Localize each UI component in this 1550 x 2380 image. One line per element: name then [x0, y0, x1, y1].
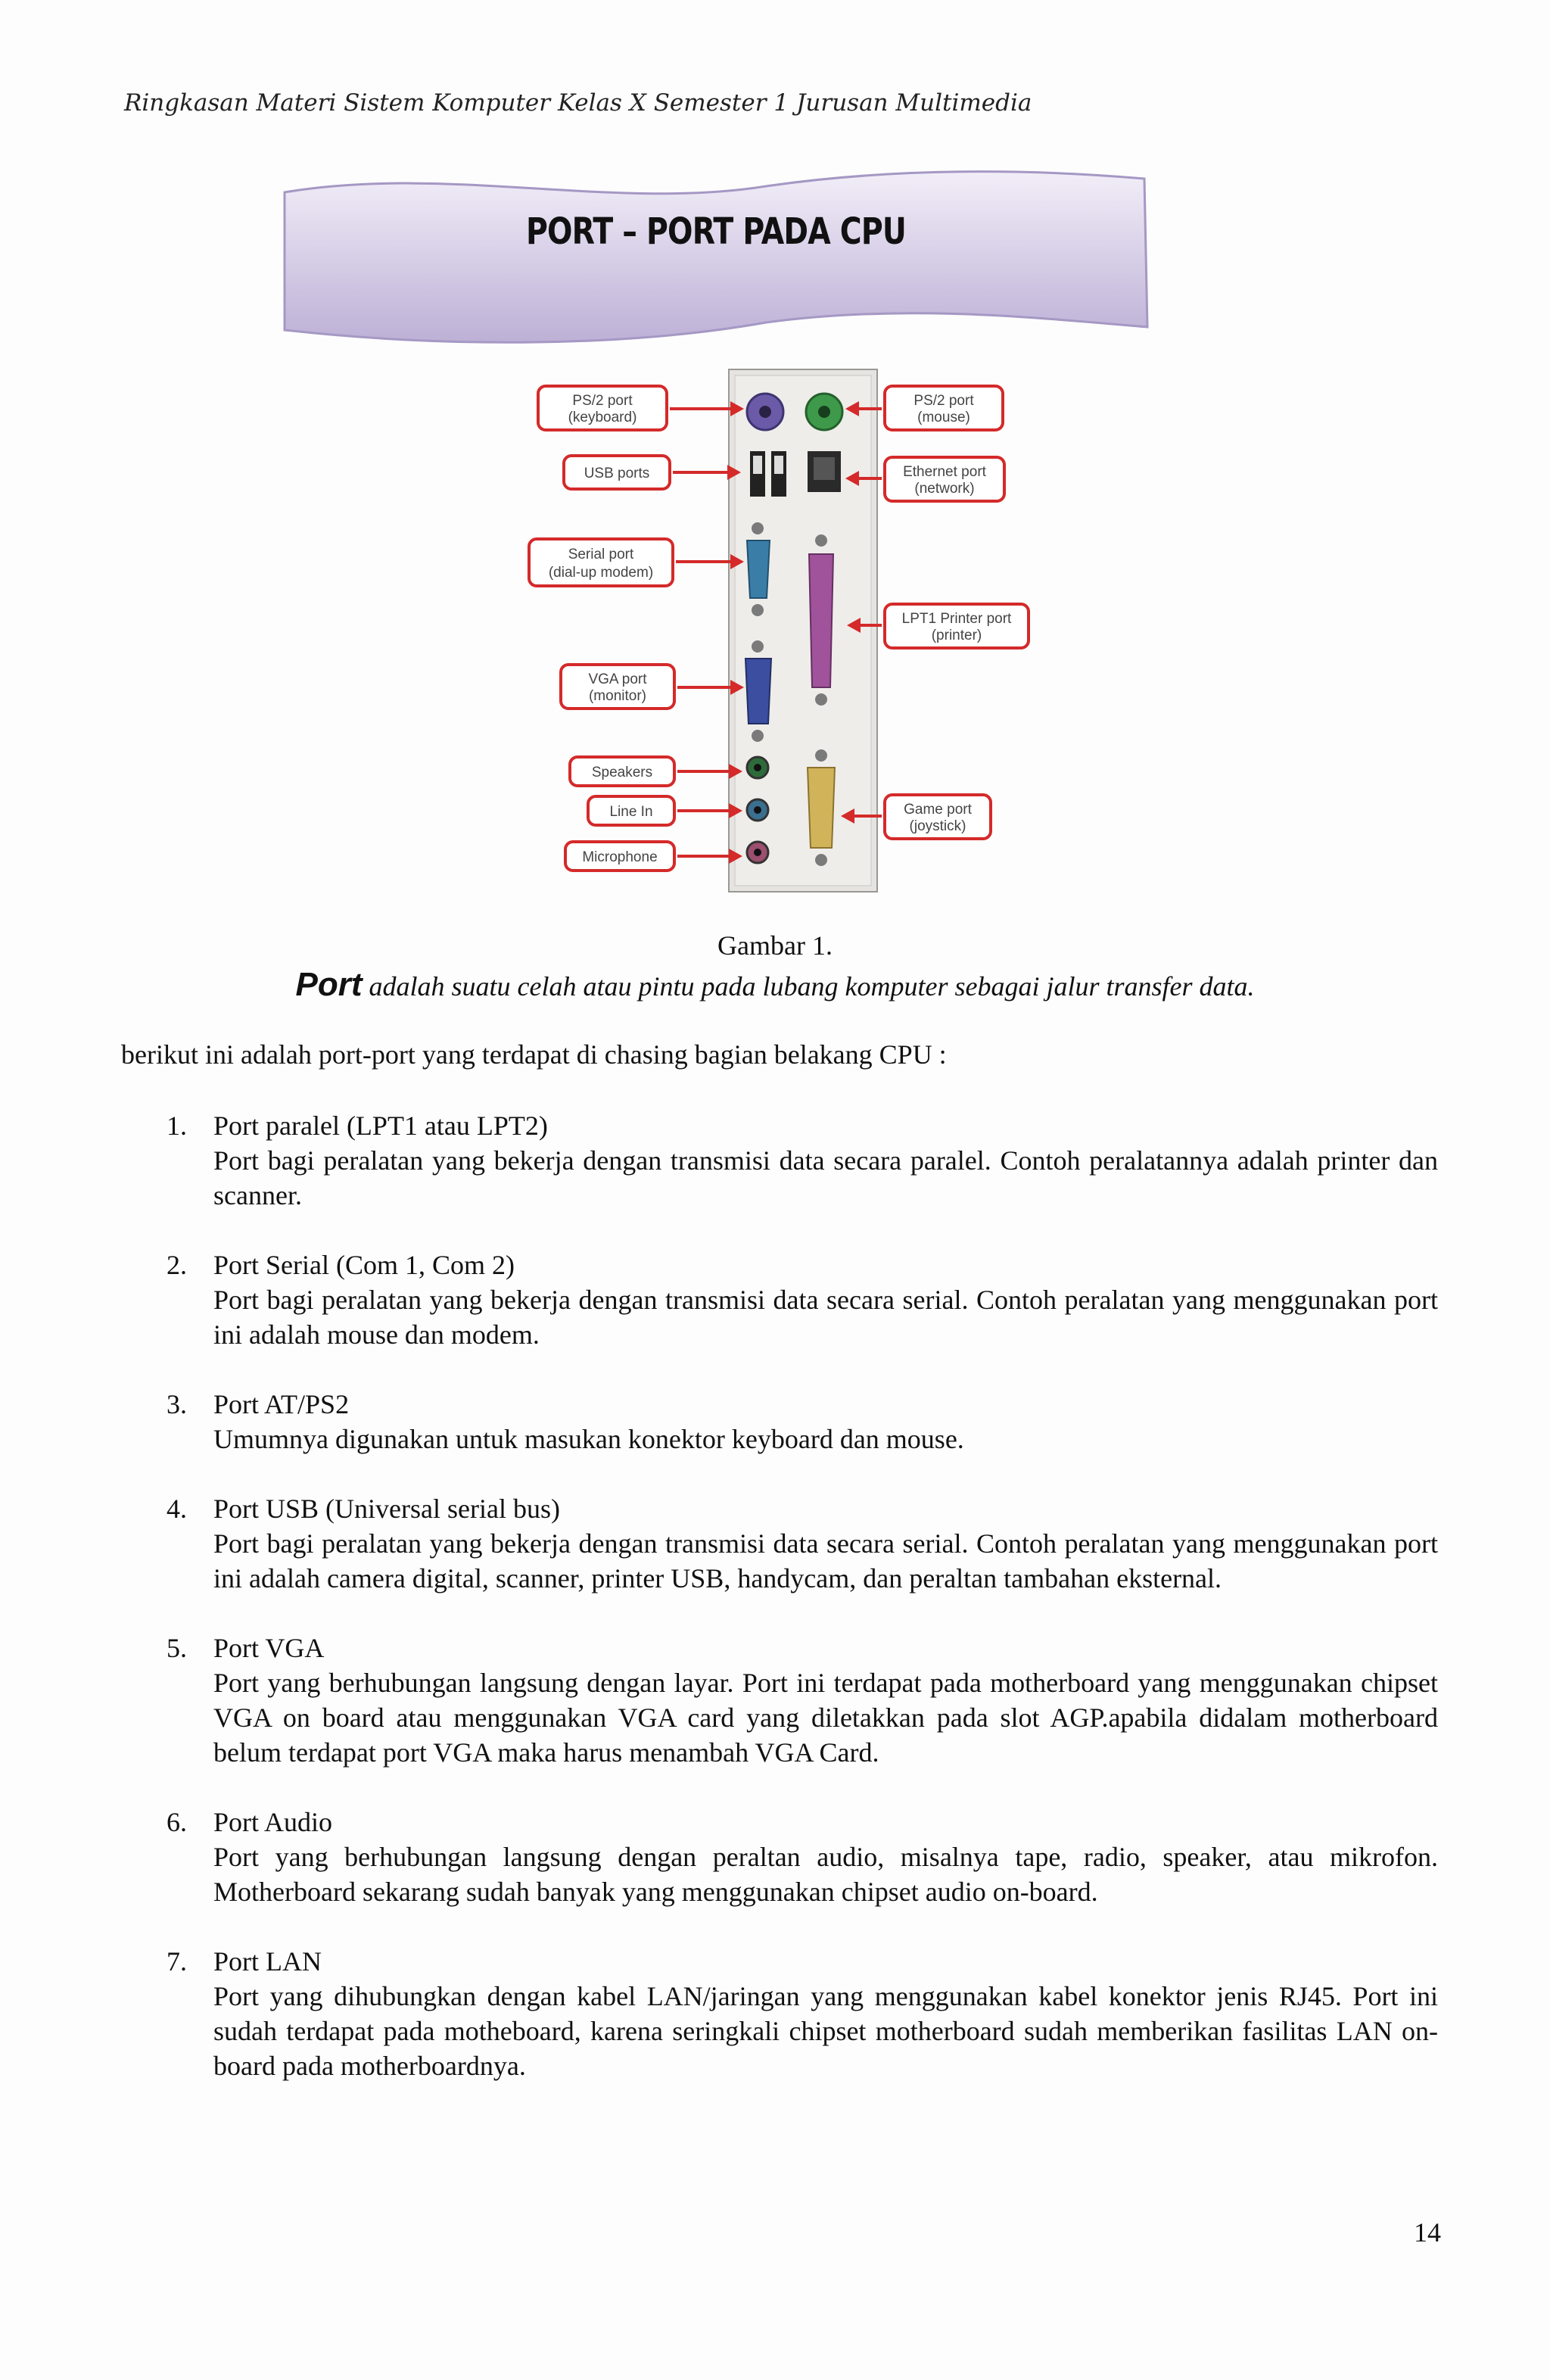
item-title: Port USB (Universal serial bus): [213, 1494, 560, 1524]
item-number: 5.: [167, 1633, 187, 1663]
svg-text:Game port: Game port: [904, 802, 972, 818]
list-item: [167, 1108, 1438, 1213]
list-item: [167, 1387, 1438, 1456]
label-speakers: [570, 757, 742, 786]
item-number: 2.: [167, 1250, 187, 1280]
label-serial: [529, 539, 744, 586]
svg-text:Microphone: Microphone: [582, 849, 658, 865]
svg-text:(mouse): (mouse): [917, 410, 970, 425]
cpu-ports-figure: [526, 363, 1041, 893]
item-number: 4.: [167, 1494, 187, 1524]
page-number: 14: [1414, 2217, 1441, 2248]
audio-jacks: [747, 757, 768, 863]
svg-text:(network): (network): [914, 481, 975, 497]
item-description: Port bagi peralatan yang bekerja dengan transmisi data secara serial. Contoh peralatan yang menggunakan port ini adalah camera digital, scanner, printer USB, handycam, dan peraltan tambahan eksternal.: [213, 1528, 1438, 1593]
title-banner: [282, 168, 1150, 350]
svg-text:PS/2 port: PS/2 port: [572, 393, 633, 409]
svg-text:Line In: Line In: [609, 804, 653, 820]
svg-text:(monitor): (monitor): [588, 688, 647, 704]
list-item: [167, 1491, 1438, 1596]
definition-term: Port: [295, 966, 363, 1003]
svg-text:Serial port: Serial port: [568, 547, 634, 562]
list-item: [167, 1248, 1438, 1352]
ps2-keyboard-port: [747, 394, 783, 430]
item-number: 1.: [167, 1111, 187, 1141]
item-number: 3.: [167, 1389, 187, 1419]
item-title: Port AT/PS2: [213, 1389, 350, 1419]
svg-text:(dial-up modem): (dial-up modem): [548, 565, 654, 581]
label-vga: [561, 665, 744, 709]
item-title: Port VGA: [213, 1633, 325, 1663]
ethernet-port: [808, 451, 841, 492]
item-title: Port Audio: [213, 1807, 333, 1837]
page-header: Ringkasan Materi Sistem Komputer Kelas X Semester 1 Jurusan Multimedia: [124, 89, 1032, 117]
item-description: Port yang berhubungan langsung dengan layar. Port ini terdapat pada motherboard yang menggunakan chipset VGA on board atau menggunakan VGA card yang diletakkan pada slot AGP.apabila didalam motherboard belum terdapat port VGA maka harus menambah VGA Card.: [213, 1668, 1438, 1768]
item-number: 6.: [167, 1807, 187, 1837]
svg-text:(printer): (printer): [931, 628, 982, 643]
svg-text:Ethernet port: Ethernet port: [903, 464, 986, 480]
item-title: Port LAN: [213, 1946, 322, 1977]
figure-caption: Gambar 1.: [717, 930, 833, 961]
item-description: Port bagi peralatan yang bekerja dengan transmisi data secara serial. Contoh peralatan yang menggunakan port ini adalah mouse dan modem.: [213, 1285, 1438, 1350]
port-definition: [0, 966, 1550, 1004]
item-description: Port bagi peralatan yang bekerja dengan transmisi data secara paralel. Contoh peralatannya adalah printer dan scanner.: [213, 1145, 1438, 1210]
svg-text:USB ports: USB ports: [584, 466, 650, 481]
svg-text:LPT1 Printer port: LPT1 Printer port: [901, 611, 1012, 627]
definition-text: adalah suatu celah atau pintu pada lubang komputer sebagai jalur transfer data.: [362, 971, 1255, 1002]
item-title: Port Serial (Com 1, Com 2): [213, 1250, 515, 1280]
item-title: Port paralel (LPT1 atau LPT2): [213, 1111, 548, 1141]
item-description: Port yang dihubungkan dengan kabel LAN/jaringan yang menggunakan kabel konektor jenis RJ45. Port ini sudah terdapat pada motheboard, karena seringkali chipset motherboard sudah memberikan fasilitas LAN on-board pada motherboardnya.: [213, 1981, 1438, 2081]
game-port: [808, 749, 835, 866]
svg-text:PS/2 port: PS/2 port: [914, 393, 974, 409]
svg-text:Speakers: Speakers: [591, 765, 653, 780]
label-line-in: [588, 796, 742, 825]
page-title: PORT – PORT PADA CPU: [525, 210, 906, 253]
item-number: 7.: [167, 1946, 187, 1977]
label-ps2-keyboard: [538, 386, 744, 430]
lpt1-port: [809, 534, 833, 706]
svg-text:(joystick): (joystick): [909, 818, 966, 834]
svg-text:VGA port: VGA port: [588, 671, 647, 687]
item-description: Umumnya digunakan untuk masukan konektor keyboard dan mouse.: [213, 1424, 964, 1454]
list-item: [167, 1805, 1438, 1909]
list-item: [167, 1631, 1438, 1770]
label-usb: [564, 456, 741, 489]
svg-text:(keyboard): (keyboard): [568, 410, 637, 425]
item-description: Port yang berhubungan langsung dengan peraltan audio, misalnya tape, radio, speaker, atau mikrofon. Motherboard sekarang sudah banyak yang menggunakan chipset audio on-board.: [213, 1842, 1438, 1907]
port-list: [167, 1108, 1438, 2118]
intro-text: berikut ini adalah port-port yang terdapat di chasing bagian belakang CPU :: [121, 1039, 947, 1070]
label-microphone: [565, 842, 742, 871]
ps2-mouse-port: [806, 394, 842, 430]
list-item: [167, 1944, 1438, 2083]
